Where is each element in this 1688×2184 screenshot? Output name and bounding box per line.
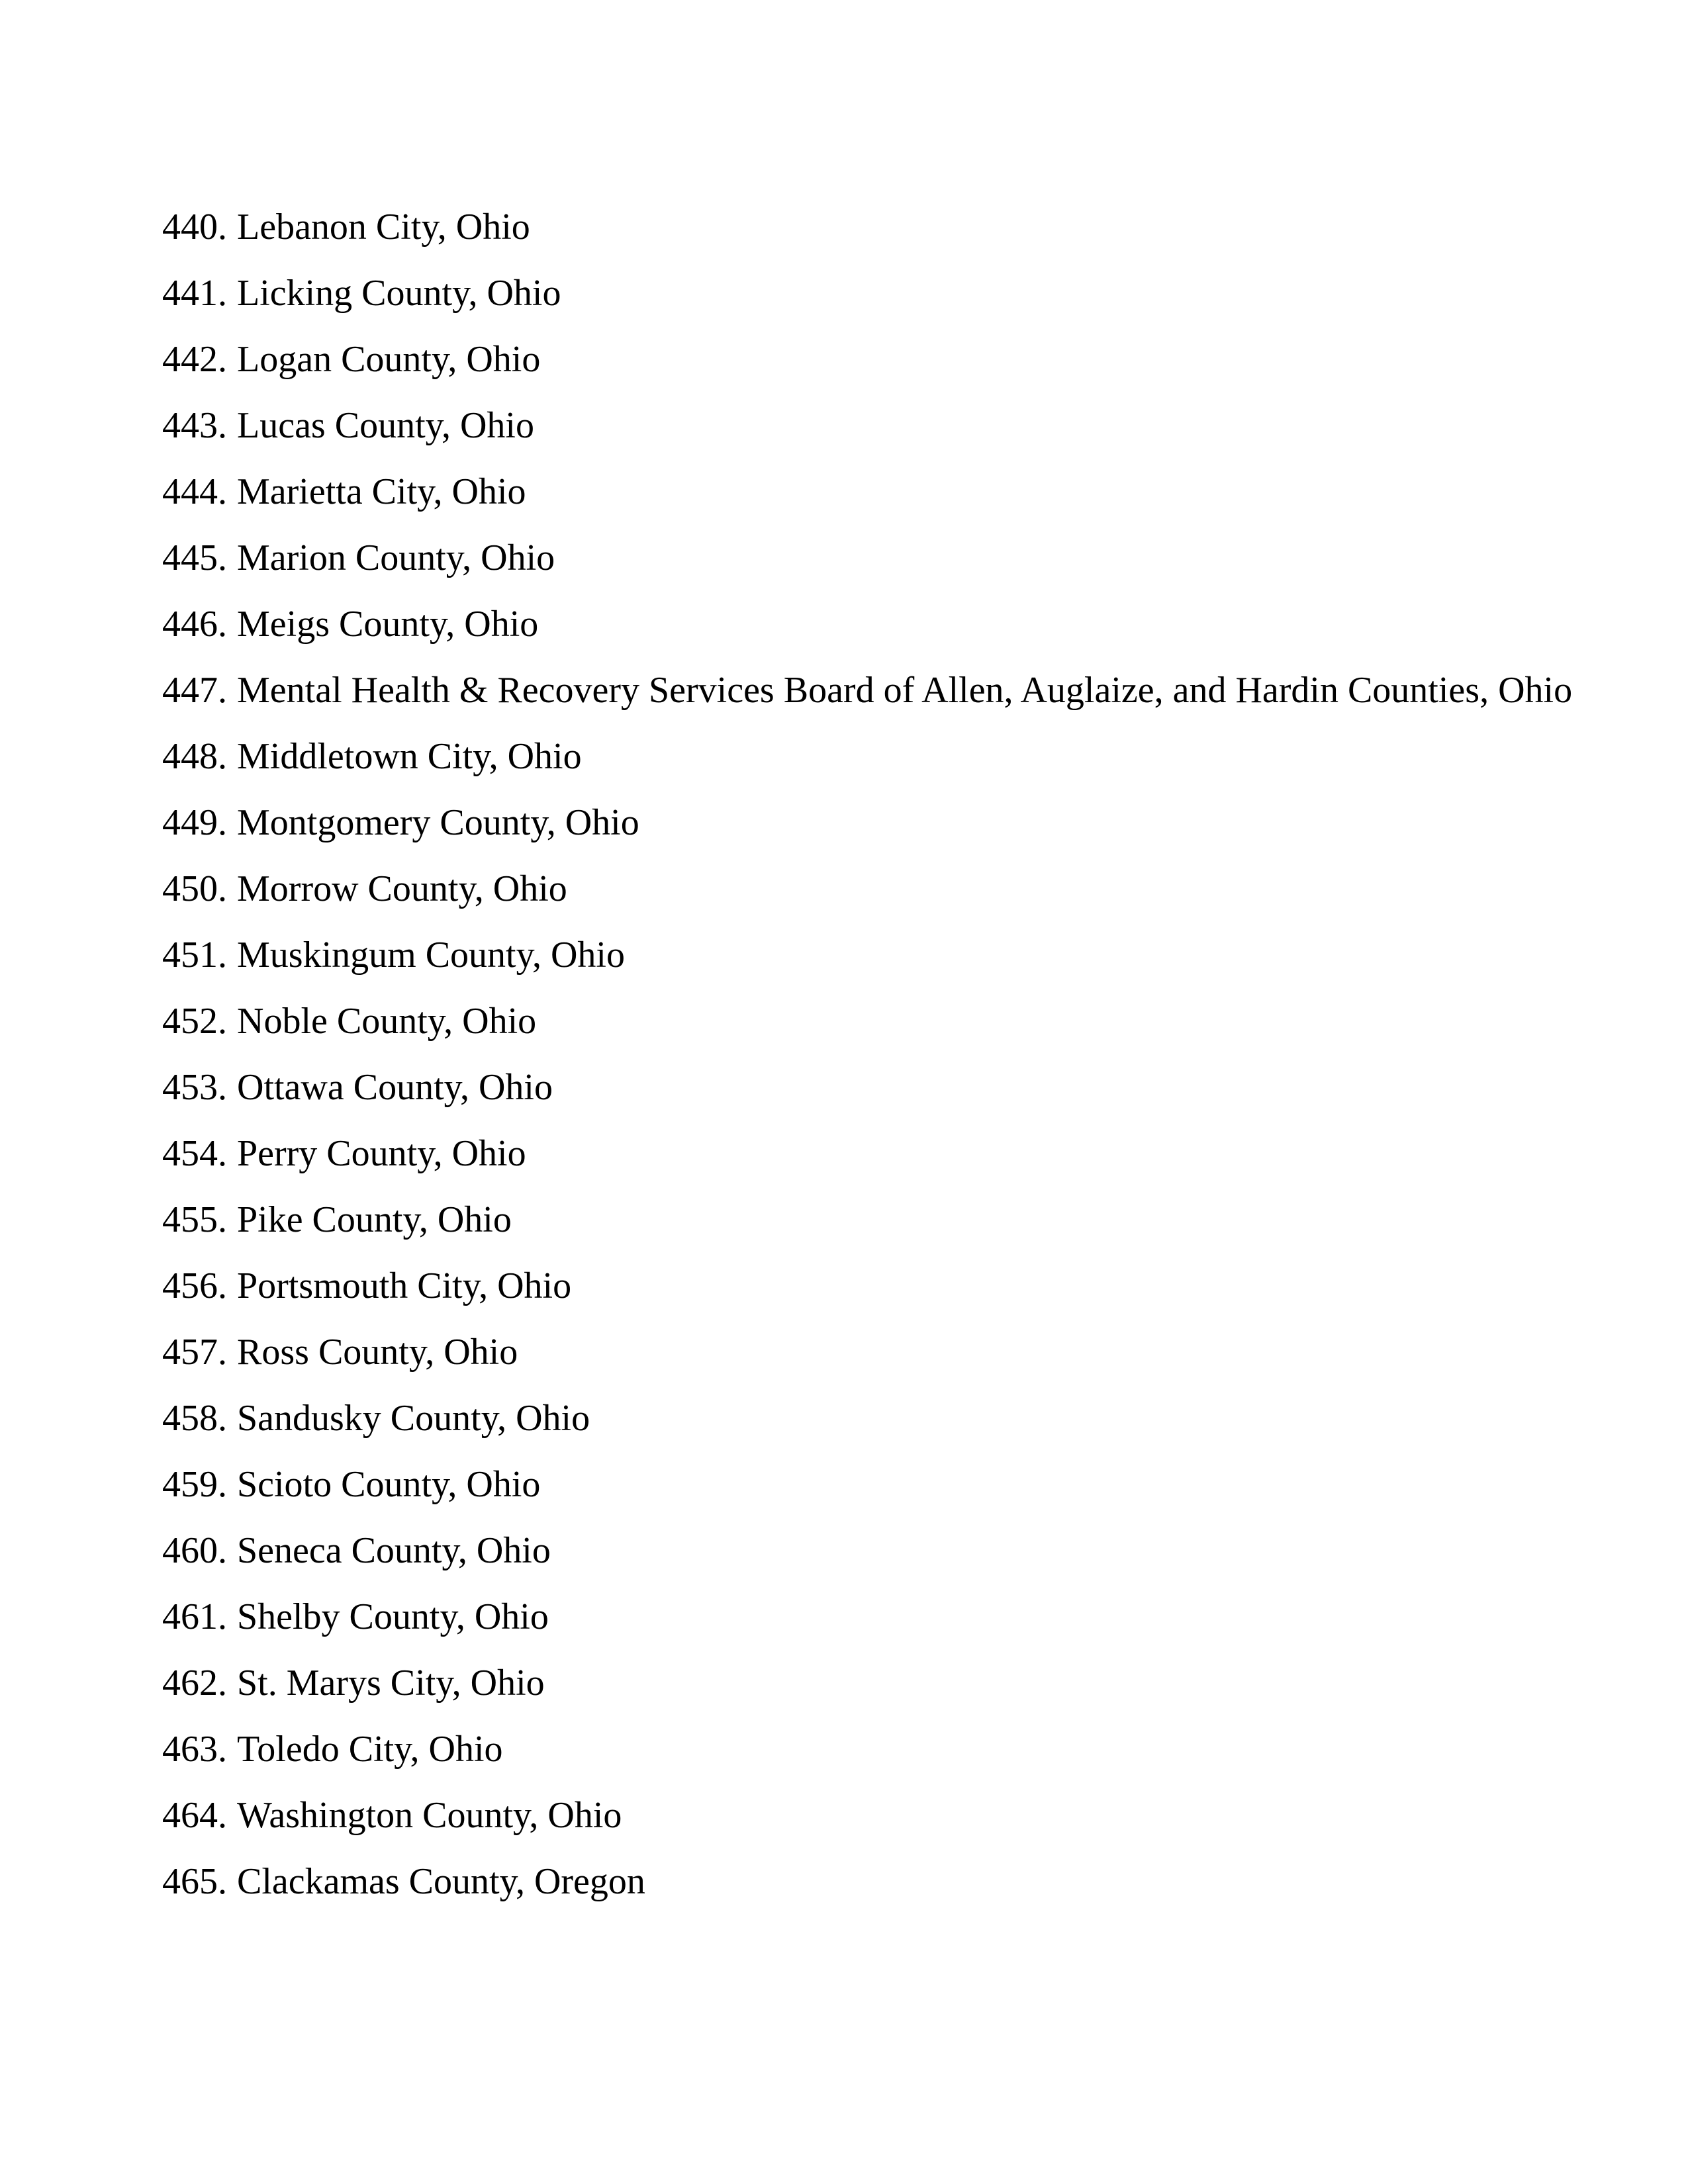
entry-text: Ottawa County, Ohio <box>237 1067 553 1108</box>
entry-text: Ross County, Ohio <box>237 1332 518 1373</box>
entry-number: 461. <box>162 1596 227 1637</box>
entry-number: 448. <box>162 736 227 777</box>
list-item <box>162 1650 1572 1716</box>
entry-text: Meigs County, Ohio <box>237 604 539 645</box>
list-item <box>162 326 1572 392</box>
list-item <box>162 591 1572 657</box>
list-item <box>162 1253 1572 1319</box>
entry-number: 452. <box>162 1001 227 1042</box>
entry-text: Lucas County, Ohio <box>237 405 534 446</box>
entry-text: Noble County, Ohio <box>237 1001 537 1042</box>
entry-number: 449. <box>162 802 227 843</box>
entry-text: Scioto County, Ohio <box>237 1464 541 1505</box>
entry-number: 457. <box>162 1332 227 1373</box>
list-item <box>162 1782 1572 1848</box>
entry-text: Logan County, Ohio <box>237 339 541 380</box>
entry-text: St. Marys City, Ohio <box>237 1662 545 1704</box>
entry-text: Portsmouth City, Ohio <box>237 1265 572 1306</box>
entry-text: Muskingum County, Ohio <box>237 934 625 976</box>
entry-number: 444. <box>162 471 227 512</box>
list-item <box>162 194 1572 260</box>
entry-number: 455. <box>162 1199 227 1240</box>
entry-number: 446. <box>162 604 227 645</box>
entry-number: 459. <box>162 1464 227 1505</box>
entry-number: 465. <box>162 1861 227 1902</box>
entry-text: Clackamas County, Oregon <box>237 1861 645 1902</box>
entry-number: 463. <box>162 1729 227 1770</box>
list-item <box>162 790 1572 856</box>
entry-number: 454. <box>162 1133 227 1174</box>
entry-number: 447. <box>162 670 227 711</box>
entry-text: Pike County, Ohio <box>237 1199 512 1240</box>
entry-number: 462. <box>162 1662 227 1704</box>
entry-number: 443. <box>162 405 227 446</box>
entry-number: 460. <box>162 1530 227 1571</box>
list-item <box>162 1385 1572 1451</box>
entry-text: Montgomery County, Ohio <box>237 802 639 843</box>
entry-number: 458. <box>162 1398 227 1439</box>
entry-text: Licking County, Ohio <box>237 273 561 314</box>
list-item <box>162 1187 1572 1253</box>
entry-text: Sandusky County, Ohio <box>237 1398 590 1439</box>
entry-text: Morrow County, Ohio <box>237 868 567 909</box>
entry-number: 464. <box>162 1795 227 1836</box>
entry-text: Washington County, Ohio <box>237 1795 622 1836</box>
list-item <box>162 1848 1572 1915</box>
list-item <box>162 1120 1572 1187</box>
entry-number: 456. <box>162 1265 227 1306</box>
list-item <box>162 856 1572 922</box>
list-item <box>162 723 1572 790</box>
entry-text: Lebanon City, Ohio <box>237 206 530 248</box>
entry-text: Toledo City, Ohio <box>237 1729 503 1770</box>
entry-number: 451. <box>162 934 227 976</box>
entry-number: 441. <box>162 273 227 314</box>
entry-text: Perry County, Ohio <box>237 1133 526 1174</box>
list-item <box>162 1518 1572 1584</box>
entry-text: Marietta City, Ohio <box>237 471 526 512</box>
list-item <box>162 988 1572 1054</box>
numbered-entity-list <box>162 194 1572 1915</box>
list-item <box>162 392 1572 459</box>
list-item <box>162 1054 1572 1120</box>
list-item <box>162 260 1572 326</box>
entry-number: 453. <box>162 1067 227 1108</box>
entry-text: Middletown City, Ohio <box>237 736 582 777</box>
entry-text: Seneca County, Ohio <box>237 1530 551 1571</box>
list-item <box>162 1584 1572 1650</box>
list-item <box>162 657 1572 723</box>
entry-number: 442. <box>162 339 227 380</box>
list-item <box>162 1319 1572 1385</box>
entry-text: Mental Health & Recovery Services Board of Allen, Auglaize, and Hardin Counties, Ohio <box>237 670 1573 711</box>
entry-text: Shelby County, Ohio <box>237 1596 549 1637</box>
list-item <box>162 459 1572 525</box>
list-item <box>162 922 1572 988</box>
entry-text: Marion County, Ohio <box>237 537 555 578</box>
list-item <box>162 1716 1572 1782</box>
entry-number: 450. <box>162 868 227 909</box>
entry-number: 445. <box>162 537 227 578</box>
list-item <box>162 525 1572 591</box>
entry-number: 440. <box>162 206 227 248</box>
list-item <box>162 1451 1572 1518</box>
